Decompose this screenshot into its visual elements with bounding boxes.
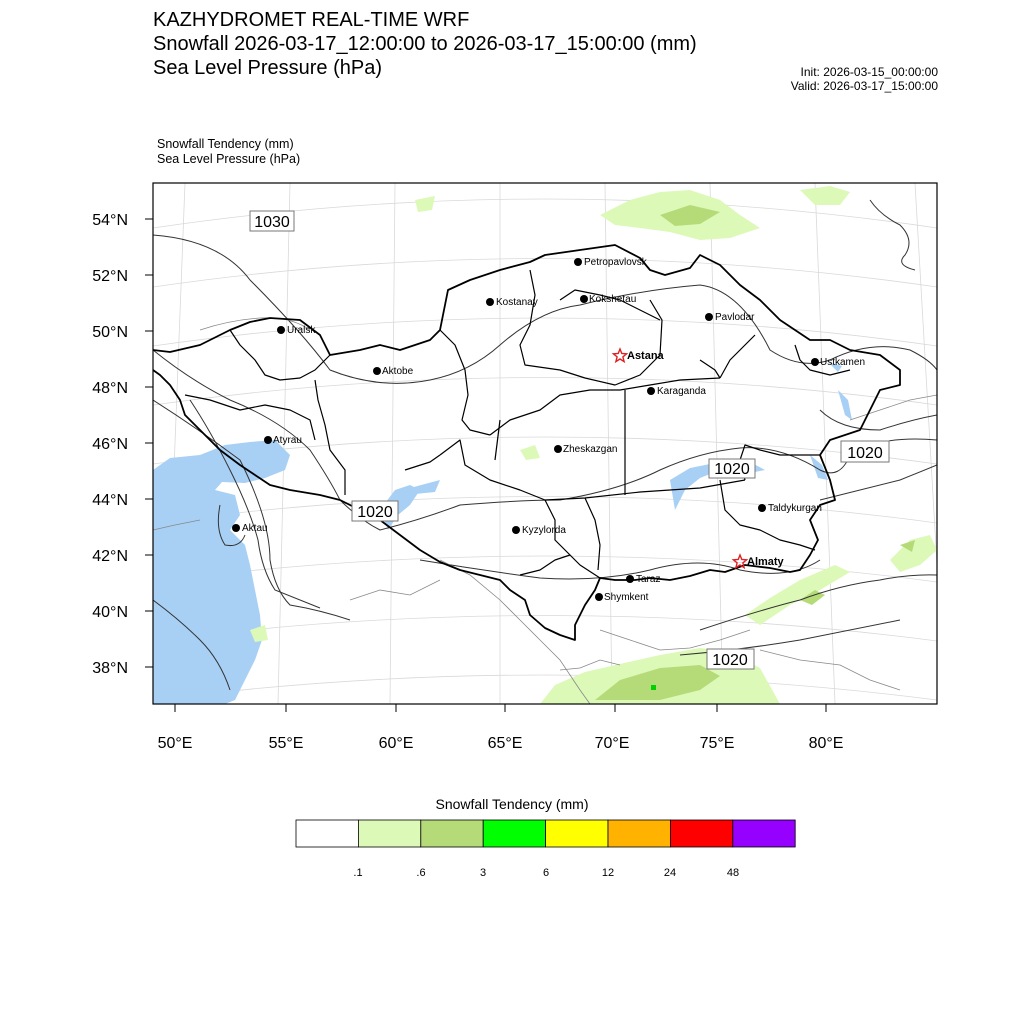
longitude-labels — [158, 704, 844, 752]
lat-label-54: 54°N — [92, 212, 128, 229]
city-aktobe — [373, 366, 414, 377]
svg-text:Aktobe: Aktobe — [382, 366, 414, 377]
isobar-label-1020-balkhash — [709, 459, 755, 478]
legend-tick: 12 — [601, 867, 615, 879]
isobar-label-1030 — [250, 211, 294, 231]
lon-label-80: 80°E — [808, 735, 844, 752]
svg-text:Uralsk: Uralsk — [287, 325, 316, 336]
title-line-2: Snowfall 2026-03-17_12:00:00 to 2026-03-17_15:00:00 (mm) — [153, 33, 697, 55]
city-taldykurgan — [758, 503, 822, 514]
legend-colorbar — [296, 820, 795, 847]
city-ustkamen — [811, 357, 865, 368]
legend-tick: 24 — [663, 867, 677, 879]
svg-text:Kokshetau: Kokshetau — [589, 294, 637, 305]
svg-text:Kyzylorda: Kyzylorda — [522, 525, 566, 536]
lon-label-55: 55°E — [268, 735, 304, 752]
legend-tick: .6 — [416, 867, 426, 879]
subtitle-snowfall: Snowfall Tendency (mm) — [157, 137, 294, 151]
caspian-sea — [153, 440, 290, 704]
lat-label-40: 40°N — [92, 604, 128, 621]
lat-label-50: 50°N — [92, 324, 128, 341]
lat-label-48: 48°N — [92, 380, 128, 397]
lon-label-50: 50°E — [157, 735, 193, 752]
svg-text:1020: 1020 — [712, 652, 748, 669]
isobar-label-1020-aral — [352, 501, 398, 521]
svg-text:Kostanay: Kostanay — [496, 297, 538, 308]
city-pavlodar — [705, 312, 755, 323]
valid-time: Valid: 2026-03-17_15:00:00 — [790, 79, 938, 93]
svg-text:Pavlodar: Pavlodar — [715, 312, 755, 323]
lat-label-44: 44°N — [92, 492, 128, 509]
isobar-label-1020-east — [841, 441, 889, 462]
init-time: Init: 2026-03-15_00:00:00 — [800, 65, 938, 79]
title-line-1: KAZHYDROMET REAL-TIME WRF — [153, 9, 470, 31]
svg-text:Astana: Astana — [627, 350, 664, 362]
legend-title: Snowfall Tendency (mm) — [435, 796, 589, 812]
svg-text:Karaganda: Karaganda — [657, 386, 706, 397]
svg-text:Ustkamen: Ustkamen — [820, 357, 866, 368]
lat-label-46: 46°N — [92, 436, 128, 453]
legend-tick: 6 — [542, 867, 550, 879]
city-taraz — [626, 574, 660, 585]
capital-astana — [613, 349, 664, 362]
lon-label-60: 60°E — [378, 735, 414, 752]
lat-label-52: 52°N — [92, 268, 128, 285]
legend-tick: 3 — [479, 867, 487, 879]
svg-text:Aktau: Aktau — [242, 523, 268, 534]
city-kyzylorda — [512, 525, 566, 536]
svg-text:Shymkent: Shymkent — [604, 592, 649, 603]
subtitle-pressure: Sea Level Pressure (hPa) — [157, 152, 301, 166]
city-uralsk — [277, 325, 316, 336]
legend-tick: 48 — [726, 867, 740, 879]
svg-text:1030: 1030 — [254, 214, 290, 231]
city-petropavlovsk — [574, 257, 648, 268]
lon-label-75: 75°E — [699, 735, 735, 752]
svg-text:Zheskazgan: Zheskazgan — [563, 444, 618, 455]
lat-label-42: 42°N — [92, 548, 128, 565]
city-zheskazgan — [554, 444, 617, 455]
svg-text:Petropavlovsk: Petropavlovsk — [584, 257, 647, 268]
svg-text:Taraz: Taraz — [636, 574, 661, 585]
map-area — [153, 183, 945, 704]
city-aktau — [232, 523, 268, 534]
capital-almaty — [733, 555, 784, 568]
svg-text:1020: 1020 — [847, 445, 883, 462]
svg-text:1020: 1020 — [357, 504, 393, 521]
svg-text:Atyrau: Atyrau — [273, 435, 302, 446]
star-icon — [613, 349, 626, 362]
isobar-label-1020-south — [707, 649, 754, 669]
svg-text:Almaty: Almaty — [747, 556, 784, 568]
city-kostanay — [486, 297, 538, 308]
svg-text:Taldykurgan: Taldykurgan — [768, 503, 822, 514]
title-line-3: Sea Level Pressure (hPa) — [153, 57, 383, 79]
lon-label-70: 70°E — [594, 735, 630, 752]
legend-tick: .1 — [353, 867, 363, 879]
svg-text:1020: 1020 — [714, 461, 750, 478]
latitude-labels — [92, 212, 153, 677]
city-karaganda — [647, 386, 706, 397]
city-shymkent — [595, 592, 649, 603]
lat-label-38: 38°N — [92, 660, 128, 677]
lon-label-65: 65°E — [487, 735, 523, 752]
city-kokshetau — [580, 294, 636, 305]
